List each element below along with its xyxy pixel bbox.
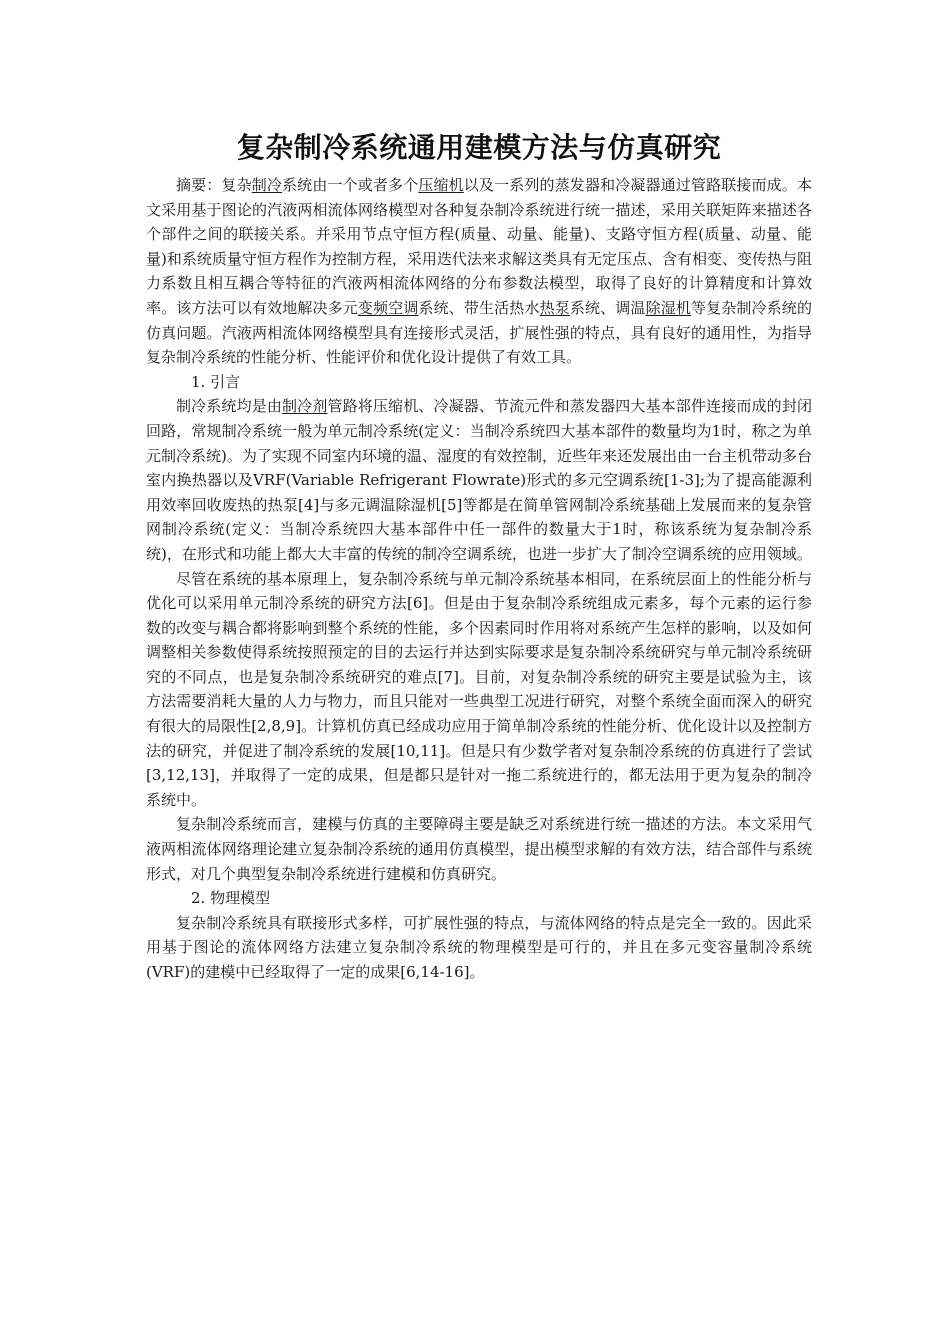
document-page (146, 128, 812, 985)
abstract-paragraph (146, 173, 812, 370)
intro-paragraph-1 (146, 394, 812, 566)
section-heading-introduction: 1. 引言 (191, 372, 241, 391)
intro-paragraph-2: 尽管在系统的基本原理上，复杂制冷系统与单元制冷系统基本相同，在系统层面上的性能分析与优化可以采用单元制冷系统的研究方法[6]。但是由于复杂制冷系统组成元素多，每个元素的运行参数的改变与耦合都将影响到整个系统的性能，多个因素同时作用将对系统产生怎样的影响，以及如何调整相关参数使得系统按照预定的目的去运行并达到实际要求是复杂制冷系统研究与单元制冷系统研究的不同点，也是复杂制冷系统研究的难点[7]。目前，对复杂制冷系统的研究主要是试验为主，该方法需要消耗大量的人力与物力，而且只能对一些典型工况进行研究，对整个系统全面而深入的研究有很大的局限性[2,8,9]。计算机仿真已经成功应用于简单制冷系统的性能分析、优化设计以及控制方法的研究，并促进了制冷系统的发展[10,11]。但是只有少数学者对复杂制冷系统的仿真进行了尝试[3,12,13]，并取得了一定的成果，但是都只是针对一拖二系统进行的，都无法用于更为复杂的制冷系统中。 (146, 569, 812, 809)
abstract-text: 系统由一个或者多个 (282, 176, 419, 194)
paragraph-text: 管路将压缩机、冷凝器、节流元件和蒸发器四大基本部件连接而成的封闭回路，常规制冷系统一般为单元制冷系统(定义：当制冷系统四大基本部件的数量均为1时，称之为单元制冷系统)。为了实现不同室内环境的温、湿度的有效控制，近些年来还发展出由一台主机带动多台室内换热器以及VRF(Variable Refrigerant Flowrate)形式的多元空调系统[1-3];为了提高能源利用效率回收废热的热泵[4]与多元调温除湿机[5]等都是在简单管网制冷系统基础上发展而来的复杂管网制冷系统(定义：当制冷系统四大基本部件中任一部件的数量大于1时，称该系统为复杂制冷系统)，在形式和功能上都大大丰富的传统的制冷空调系统，也进一步扩大了制冷空调系统的应用领域。 (146, 397, 812, 563)
abstract-text: 系统、带生活热水 (418, 298, 540, 317)
abstract-text: 摘要：复杂 (176, 176, 252, 194)
document-title: 复杂制冷系统通用建模方法与仿真研究 (236, 131, 722, 164)
link-refrigerant[interactable]: 制冷剂 (282, 397, 328, 416)
link-inverter-ac[interactable]: 变频空调 (357, 298, 419, 317)
physical-model-paragraph: 复杂制冷系统具有联接形式多样，可扩展性强的特点，与流体网络的特点是完全一致的。因此采用基于图论的流体网络方法建立复杂制冷系统的物理模型是可行的，并且在多元变容量制冷系统(VRF)的建模中已经取得了一定的成果[6,14-16]。 (146, 913, 812, 981)
paragraph-text: 制冷系统均是由 (176, 397, 283, 416)
intro-paragraph-3: 复杂制冷系统而言，建模与仿真的主要障碍主要是缺乏对系统进行统一描述的方法。本文采用气液两相流体网络理论建立复杂制冷系统的通用仿真模型，提出模型求解的有效方法，结合部件与系统形式，对几个典型复杂制冷系统进行建模和仿真研究。 (146, 815, 812, 883)
link-heat-pump[interactable]: 热泵 (539, 298, 570, 317)
abstract-text: 系统、调温 (569, 298, 646, 317)
link-refrigeration[interactable]: 制冷 (251, 176, 283, 194)
link-compressor[interactable]: 压缩机 (418, 176, 464, 194)
abstract-text: 以及一系列的蒸发器和冷凝器通过管路联接而成。本文采用基于图论的汽液两相流体网络模型对各种复杂制冷系统进行统一描述，采用关联矩阵来描述各个部件之间的联接关系。并采用节点守恒方程(质量、动量、能量)、支路守恒方程(质量、动量、能量)和系统质量守恒方程作为控制方程，采用迭代法来求解这类具有无定压点、含有相变、变传热与阻力系数且相互耦合等特征的汽液两相流体网络的分布参数法模型，取得了良好的计算精度和计算效率。该方法可以有效地解决多元 (146, 176, 812, 317)
abstract-text: 等复杂制冷系统的仿真问题。汽液两相流体网络模型具有连接形式灵活，扩展性强的特点，具有良好的通用性，为指导复杂制冷系统的性能分析、性能评价和优化设计提供了有效工具。 (146, 298, 812, 367)
section-heading-physical-model: 2. 物理模型 (191, 889, 271, 908)
link-dehumidifier[interactable]: 除湿机 (645, 298, 691, 317)
